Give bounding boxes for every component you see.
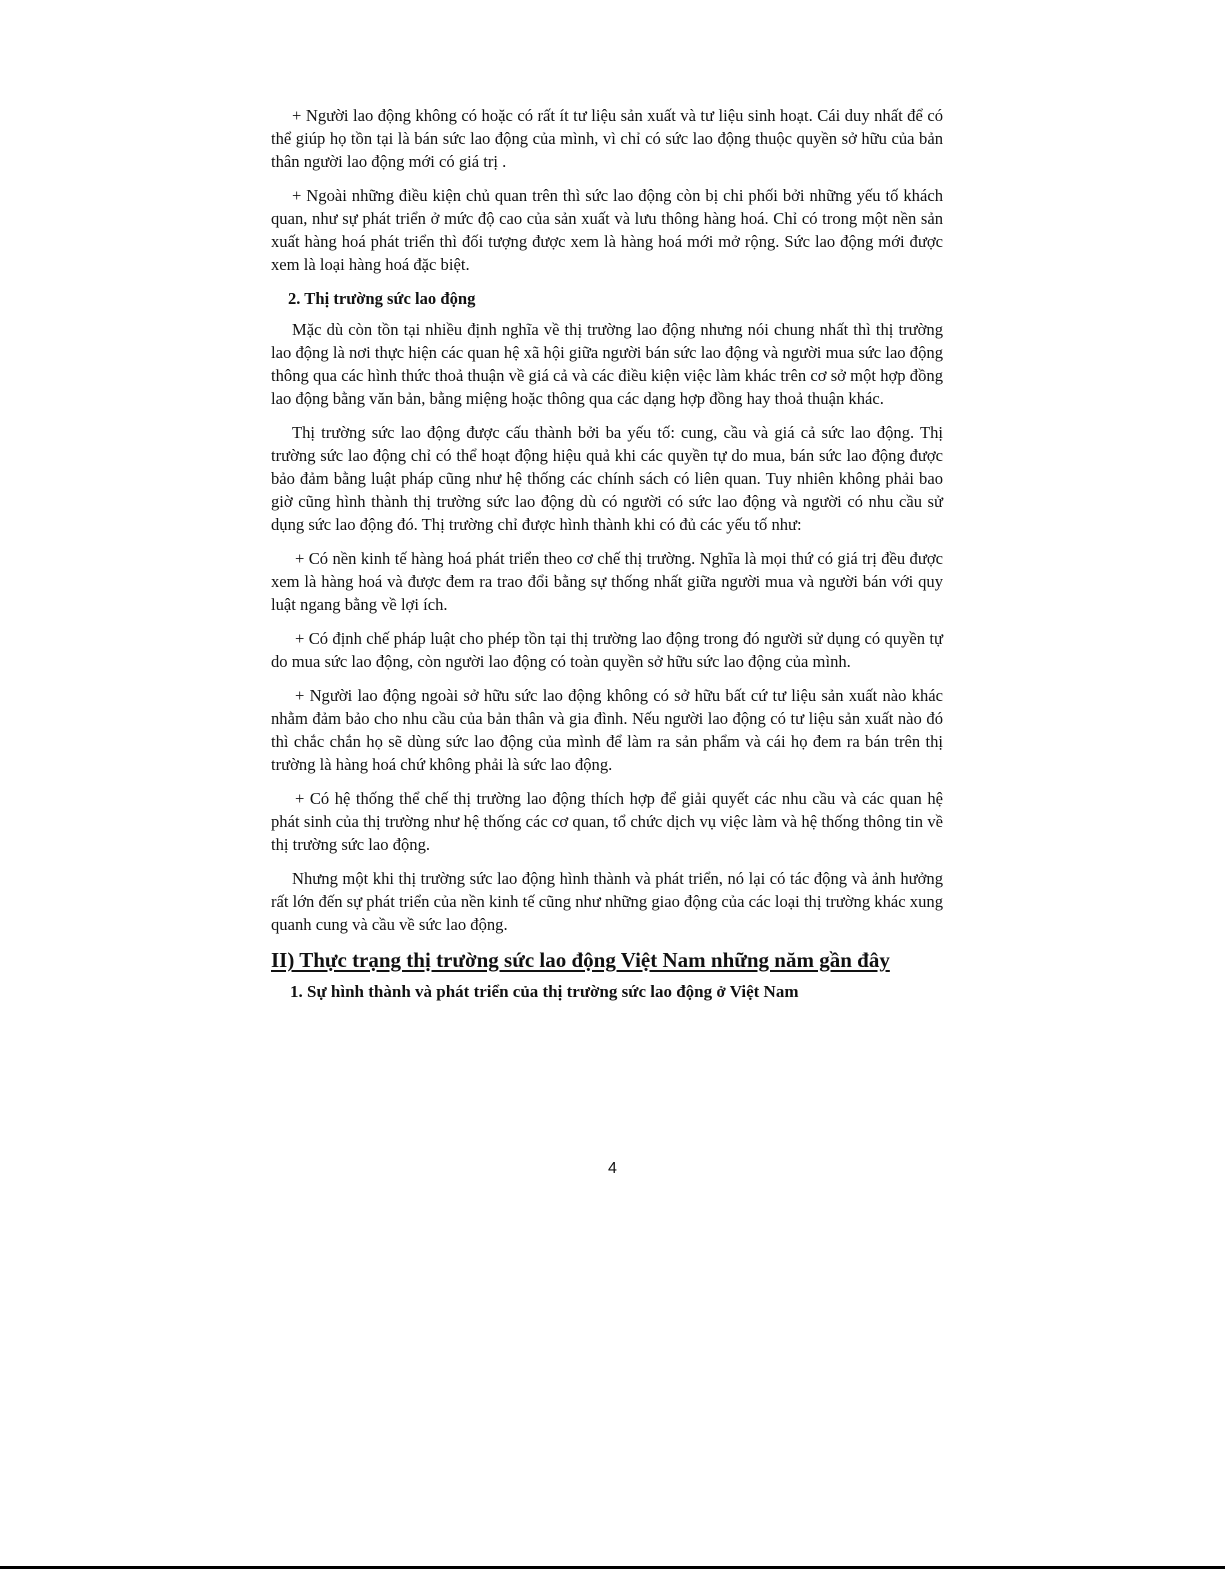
bottom-border-line (0, 1566, 1225, 1569)
page-number: 4 (608, 1160, 617, 1177)
section-heading-labor-market: 2. Thị trường sức lao động (288, 289, 476, 308)
paragraph-worker-no-means: + Người lao động không có hoặc có rất ít tư liệu sản xuất và tư liệu sinh hoạt. Cái duy nhất để có thể giúp họ tồn tại là bán sức lao động của mình, vì chỉ có sức lao động thuộc quyền sở hữu của bản thân người lao động mới có giá trị . (271, 106, 943, 171)
subsection-heading-formation: 1. Sự hình thành và phát triển của thị trường sức lao động ở Việt Nam (290, 982, 799, 1001)
paragraph-labor-market-definition: Mặc dù còn tồn tại nhiều định nghĩa về thị trường lao động nhưng nói chung nhất thì thị trường lao động là nơi thực hiện các quan hệ xã hội giữa người bán sức lao động và người mua sức lao động thông qua các hình thức thoả thuận về giá cả và các điều kiện việc làm khác trên cơ sở một hợp đồng lao động bằng văn bản, bằng miệng hoặc thông qua các dạng hợp đồng hay thoả thuận khác. (271, 320, 943, 408)
paragraph-condition-institutions: + Có hệ thống thể chế thị trường lao động thích hợp để giải quyết các nhu cầu và các quan hệ phát sinh của thị trường như hệ thống các cơ quan, tổ chức dịch vụ việc làm và hệ thống thông tin về thị trường sức lao động. (271, 789, 943, 854)
paragraph-objective-factors: + Ngoài những điều kiện chủ quan trên thì sức lao động còn bị chi phối bởi những yếu tố khách quan, như sự phát triển ở mức độ cao của sản xuất và lưu thông hàng hoá. Chỉ có trong một nền sản xuất hàng hoá phát triển thì đối tượng được xem là hàng hoá mới mở rộng. Sức lao động mới được xem là loại hàng hoá đặc biệt. (271, 186, 943, 274)
paragraph-condition-legal-framework: + Có định chế pháp luật cho phép tồn tại thị trường lao động trong đó người sử dụng có quyền tự do mua sức lao động, còn người lao động có toàn quyền sở hữu sức lao động của mình. (271, 629, 943, 671)
part-heading-current-situation: II) Thực trạng thị trường sức lao động Việt Nam những năm gần đây (271, 948, 890, 972)
paragraph-labor-market-components: Thị trường sức lao động được cấu thành bởi ba yếu tố: cung, cầu và giá cả sức lao động. Thị trường sức lao động chỉ có thể hoạt động hiệu quả khi các quyền tự do mua, bán sức lao động được bảo đảm bằng luật pháp cũng như hệ thống các chính sách có liên quan. Tuy nhiên không phải bao giờ cũng hình thành thị trường sức lao động dù có người có sức lao động và người có nhu cầu sử dụng sức lao động đó. Thị trường chỉ được hình thành khi có đủ các yếu tố như: (271, 423, 943, 534)
paragraph-condition-commodity-economy: + Có nền kinh tế hàng hoá phát triển theo cơ chế thị trường. Nghĩa là mọi thứ có giá trị đều được xem là hàng hoá và được đem ra trao đổi bằng sự thống nhất giữa người mua và người bán với quy luật ngang bằng về lợi ích. (271, 549, 943, 614)
document-page (271, 104, 943, 1004)
paragraph-market-impact: Nhưng một khi thị trường sức lao động hình thành và phát triển, nó lại có tác động và ảnh hưởng rất lớn đến sự phát triển của nền kinh tế cũng như những giao động của các loại thị trường khác xung quanh cung và cầu về sức lao động. (271, 869, 943, 934)
paragraph-condition-no-means-of-production: + Người lao động ngoài sở hữu sức lao động không có sở hữu bất cứ tư liệu sản xuất nào khác nhằm đảm bảo cho nhu cầu của bản thân và gia đình. Nếu người lao động có tư liệu sản xuất nào đó thì chắc chắn họ sẽ dùng sức lao động của mình để làm ra sản phẩm và cái họ đem ra bán trên thị trường là hàng hoá chứ không phải là sức lao động. (271, 686, 943, 774)
